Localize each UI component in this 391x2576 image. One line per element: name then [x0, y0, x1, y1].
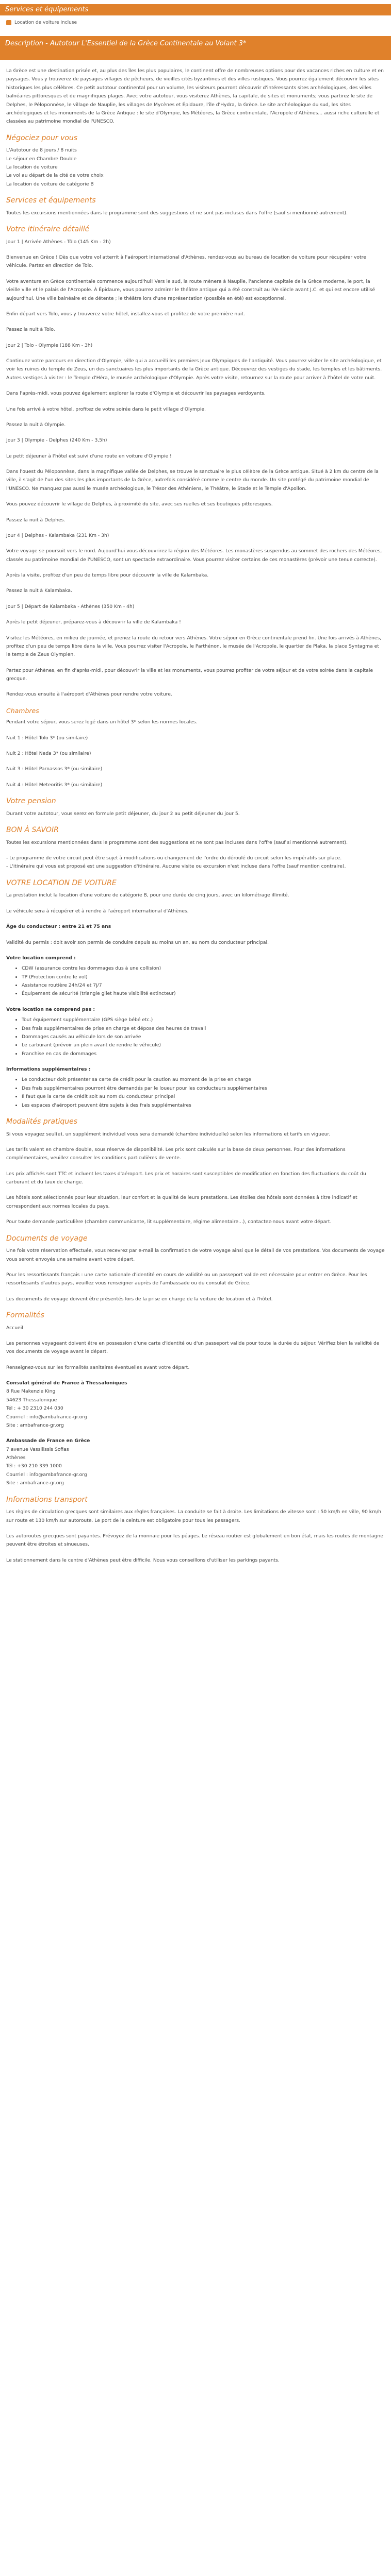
- car-text: La prestation inclut la location d'une voiture de catégorie B, pour une durée de cinq jours, avec un kilométrage illimité.: [6, 892, 289, 899]
- day-text: Visitez les Météores, en milieu de journée, et prenez la route du retour vers Athènes. Votre séjour en Grèce continentale prend fin. Une fois arrivés à Athènes, profitez d'un peu de temps libre dans la ville. Vous pourrez visiter l'Acropole, le Parthénon, le musée de l'Acropole, le quartier de Plaka, la place Syntagma et le temple de Zeus Olympien.: [6, 635, 382, 658]
- neg-line: La location de voiture de catégorie B: [6, 181, 94, 187]
- day-text: Vous pouvez découvrir le village de Delphes, à proximité du site, avec ses ruelles et ses boutiques pittoresques.: [6, 501, 273, 507]
- car-icon: [6, 20, 11, 25]
- forms-title: Formalités: [6, 1311, 44, 1319]
- info-text: Les autoroutes grecques sont payantes. Prévoyez de la monnaie pour les péages. Le réseau routier est globalement en bon état, mais les routes de montagne peuvent être étroites et sinueuses.: [6, 1533, 383, 1548]
- rooms-text: Pendant votre séjour, vous serez logé dans un hôtel 3* selon les normes locales.: [6, 719, 198, 725]
- car-title: VOTRE LOCATION DE VOITURE: [6, 878, 117, 887]
- bon-a-savoir-title: BON À SAVOIR: [6, 826, 59, 835]
- main-content: [0, 60, 391, 1565]
- day-stay: Passez la nuit à Delphes.: [6, 517, 66, 523]
- services-text: Toutes les excursions mentionnées dans le programme sont des suggestions et ne sont pas incluses dans l'offre (sauf si mentionné autrement).: [6, 210, 348, 216]
- ambassade-line: Site : ambafrance-gr.org: [6, 1480, 64, 1486]
- car-info-item: • Le conducteur doit présenter sa carte de crédit pour la caution au moment de la prise en charge: [22, 1076, 385, 1084]
- car-info-title: Informations supplémentaires :: [6, 1066, 91, 1073]
- forms-text: Les personnes voyageant doivent être en possession d'une carte d'identité ou d'un passeport valide pour toute la durée du séjour. Vérifiez bien la validité de vos documents de voyage avant le départ.: [6, 1340, 380, 1355]
- car-incl-item: • CDW (assurance contre les dommages dus à une collision): [22, 964, 385, 973]
- bon-list: [6, 854, 385, 871]
- formalities-text: Si vous voyagez seul(e), un supplément individuel vous sera demandé (chambre individuelle) selon les informations et tarifs en vigueur.: [6, 1131, 331, 1137]
- rooms-title: Chambres: [6, 706, 39, 715]
- docs-text: Une fois votre réservation effectuée, vous recevrez par e-mail la confirmation de votre voyage ainsi que le détail de vos prestations. Vos documents de voyage vous seront envoyés une semaine avant votre départ.: [6, 1248, 385, 1262]
- car-incl-item: • Équipement de sécurité (triangle gilet haute visibilité extincteur): [22, 990, 385, 998]
- day-text: Une fois arrivé à votre hôtel, profitez de votre soirée dans le petit village d'Olympie.: [6, 406, 206, 412]
- pension-text: Durant votre autotour, vous serez en formule petit déjeuner, du jour 2 au petit déjeuner du jour 5.: [6, 810, 240, 817]
- car-incl-item: • TP (Protection contre le vol): [22, 973, 385, 981]
- ambassade-line: Athènes: [6, 1455, 26, 1461]
- day-text: Votre aventure en Grèce continentale commence aujourd'hui! Vers le sud, la route mènera à Nauplie, l'ancienne capitale de la Grèce moderne, le port, la vieille ville et le palais de l'Acropole. À Épidaure, vous pourrez admirer le théâtre antique qui a été construit au IVe siècle avant J.C. et qui est encore utilisé aujourd'hui. Une ville balnéaire et de détente ; le théâtre lors d'une représentation (possible en été) est exceptionnel.: [6, 278, 376, 301]
- bon-line: Toutes les excursions mentionnées dans le programme sont des suggestions et ne sont pas incluses dans l'offre (sauf si mentionné autrement).: [6, 839, 348, 845]
- ambassade-block: [6, 1437, 385, 1487]
- bon-line: - Le programme de votre circuit peut être sujet à modifications ou changement de l'ordre du déroulé du circuit selon les impératifs sur place.: [6, 855, 342, 861]
- day-stay: Passez la nuit à Kalambaka.: [6, 588, 72, 594]
- day-heading: Jour 5 | Départ de Kalambaka - Athènes (350 Km - 4h): [6, 603, 135, 609]
- neg-line: Le vol au départ de la cité de votre choix: [6, 173, 104, 179]
- negociez-title: Négociez pour vous: [6, 133, 78, 142]
- day-heading: Jour 4 | Delphes - Kalambaka (231 Km - 3h): [6, 532, 109, 538]
- day-text: Continuez votre parcours en direction d'Olympie, ville qui a accueilli les premiers Jeux Olympiques de l'antiquité. Vous pourrez visiter le site archéologique, et voir les ruines du temple de Zeus, un des sanctuaires les plus importants de la Grèce antique. Découvrez des vestiges du stade, les temples et les bâtiments. Autres vestiges à visiter : le Temple d'Héra, le musée archéologique d'Olympie. Après votre visite, retournez sur la route pour arriver à l'hôtel de votre nuit.: [6, 358, 382, 381]
- ambassade-line: Courriel : info@ambafrance-gr.org: [6, 1471, 87, 1478]
- consulate-line: Site : ambafrance-gr.org: [6, 1422, 64, 1428]
- services-title: Services et équipements: [6, 196, 96, 205]
- bon-line: - L'itinéraire qui vous est proposé est une suggestion d'itinéraire. Aucune visite ou excursion n'est incluse dans l'offre (sauf mention contraire).: [6, 863, 346, 870]
- day-text: Après la visite, profitez d'un peu de temps libre pour découvrir la ville de Kalambaka.: [6, 572, 209, 579]
- day-text: Dans l'après-midi, vous pouvez également explorer la route d'Olympie et découvrir les paysages verdoyants.: [6, 391, 266, 397]
- room-line: Nuit 3 : Hôtel Parnassos 3* (ou similaire): [6, 766, 103, 772]
- car-excl-item: • Tout équipement supplémentaire (GPS siège bébé etc.): [22, 1016, 385, 1024]
- intro-paragraph: La Grèce est une destination prisée et, au plus des îles les plus populaires, le continent offre de nombreuses options pour des vacances riches en culture et en paysages. Vous y trouverez de paysages villages de pêcheurs, de vieilles cités byzantines et des villes rustiques. Vous pourrez également découvrir les sites historiques les plus célèbres. Ce petit autotour continental pour un volume, les visiteurs pourront découvrir d'intéressants sites archéologiques, des villes balnéaires pittoresques et de magnifiques plages. Avec votre autotour, vous visiterez Athènes, la capitale, de sites et monuments; vous partirez le site de Delphes, le Péloponnèse, le village de Nauplie, les villages de Mycènes et Épidaure, l'île d'Hydra, la Grèce. Le site archéologique du sud, les sites archéologiques et les monuments de la Grèce Antique : le site d'Olympie, les Météores, la Grèce continentale, l'Acropole d'Athènes... aussi riche culturelle et classées au patrimoine mondial de l'UNESCO.: [6, 68, 384, 125]
- car-excl-item: • Le carburant (prévoir un plein avant de rendre le véhicule): [22, 1041, 385, 1049]
- info-transport-title: Informations transport: [6, 1495, 88, 1504]
- neg-line: L'Autotour de 8 jours / 8 nuits: [6, 147, 77, 154]
- room-line: Nuit 1 : Hôtel Tolo 3* (ou similaire): [6, 735, 88, 741]
- pension-title: Votre pension: [6, 797, 56, 806]
- day-stay: Passez la nuit à Olympie.: [6, 421, 66, 428]
- car-age: Âge du conducteur : entre 21 et 75 ans: [6, 924, 111, 930]
- info-text: Le stationnement dans le centre d'Athènes peut être difficile. Nous vous conseillons d'utiliser les parkings payants.: [6, 1557, 280, 1563]
- day-text: Dans l'ouest du Péloponnèse, dans la magnifique vallée de Delphes, se trouve le sanctuaire le plus célèbre de la Grèce antique. Situé à 2 km du centre de la ville, il s'agit de l'un des sites les plus importants de la Grèce, autrefois considéré comme le centre du monde. Un site protégé du patrimoine mondial de l'UNESCO. Ne manquez pas aussi le musée archéologique, le Trésor des Athéniens, le Théâtre, le Stade et le Temple d'Apollon.: [6, 469, 379, 492]
- day-text: Partez pour Athènes, en fin d'après-midi, pour découvrir la ville et les monuments, vous pourrez profiter de votre séjour et de votre soirée dans la capitale grecque.: [6, 667, 373, 682]
- car-incl-list: [22, 964, 385, 998]
- neg-line: La location de voiture: [6, 164, 58, 170]
- car-excl-item: • Franchise en cas de dommages: [22, 1050, 385, 1058]
- consulate-line: 8 Rue Makenzie King: [6, 1388, 56, 1395]
- forms-text: Renseignez-vous sur les formalités sanitaires éventuelles avant votre départ.: [6, 1364, 190, 1370]
- day-text: Votre voyage se poursuit vers le nord. Aujourd'hui vous découvrirez la région des Météores. Les monastères suspendus au sommet des rochers des Météores, classés au patrimoine mondial de l'UNESCO, sont un spectacle extraordinaire. Vous pourrez visiter certains de ces monastères (prévoir une tenue correcte).: [6, 548, 382, 563]
- day-text: Après le petit déjeuner, préparez-vous à découvrir la ville de Kalambaka !: [6, 619, 181, 625]
- day-heading: Jour 1 | Arrivée Athènes - Tôlo (145 Km - 2h): [6, 239, 111, 245]
- services-banner: Services et équipements: [0, 4, 391, 15]
- description-banner: Description - Autotour L'Essentiel de la Grèce Continentale au Volant 3*: [0, 36, 391, 60]
- service-label: Location de voiture incluse: [14, 20, 77, 25]
- formalities-text: Les tarifs valent en chambre double, sous réserve de disponibilité. Les prix sont calculés sur la base de deux personnes. Pour des informations complémentaires, veuillez consulter les conditions particulières de vente.: [6, 1146, 346, 1161]
- consulate-line: Consulat général de France à Thessaloniques: [6, 1380, 127, 1386]
- formalities-title: Modalités pratiques: [6, 1117, 78, 1126]
- formalities-text: Les prix affichés sont TTC et incluent les taxes d'aéroport. Les prix et horaires sont susceptibles de modification en fonction des fluctuations du coût du carburant et du taux de change.: [6, 1171, 366, 1185]
- itinerary-title: Votre itinéraire détaillé: [6, 225, 90, 234]
- consulate-line: Tél : + 30 2310 244 030: [6, 1405, 63, 1412]
- car-info-item: • Les espaces d'aéroport peuvent être sujets à des frais supplémentaires: [22, 1101, 385, 1110]
- day-stay: Passez la nuit à Tolo.: [6, 327, 55, 333]
- car-excl-item: • Dommages causés au véhicule lors de son arrivée: [22, 1033, 385, 1041]
- car-info-item: • Il faut que la carte de crédit soit au nom du conducteur principal: [22, 1093, 385, 1101]
- ambassade-line: 7 avenue Vassilissis Sofias: [6, 1446, 69, 1452]
- car-excl-title: Votre location ne comprend pas :: [6, 1006, 95, 1012]
- car-info-item: • Des frais supplémentaires pourront être demandés par le loueur pour les conducteurs supplémentaires: [22, 1084, 385, 1093]
- car-info-list: [22, 1076, 385, 1110]
- car-excl-list: [22, 1016, 385, 1058]
- negociez-list: [6, 146, 385, 189]
- consulate-line: 54623 Thessalonique: [6, 1397, 57, 1403]
- page: [0, 4, 391, 1603]
- car-incl-item: • Assistance routière 24h/24 et 7j/7: [22, 981, 385, 990]
- docs-text: Pour les ressortissants français : une carte nationale d'identité en cours de validité ou un passeport valide est nécessaire pour entrer en Grèce. Pour les ressortissants d'autres pays, veuillez vous renseigner auprès de l'ambassade ou du consulat de Grèce.: [6, 1272, 367, 1286]
- car-incl-title: Votre location comprend :: [6, 955, 76, 961]
- ambassade-line: Tél : +30 210 339 1000: [6, 1463, 62, 1469]
- neg-line: Le séjour en Chambre Double: [6, 156, 77, 162]
- docs-text: Les documents de voyage doivent être présentés lors de la prise en charge de la voiture de location et à l'hôtel.: [6, 1296, 273, 1302]
- formalities-text: Les hôtels sont sélectionnés pour leur situation, leur confort et la qualité de leurs prestations. Les étoiles des hôtels sont données à titre indicatif et correspondent aux normes locales du pays.: [6, 1195, 357, 1209]
- info-text: Les règles de circulation grecques sont similaires aux règles françaises. La conduite se fait à droite. Les limitations de vitesse sont : 50 km/h en ville, 90 km/h sur route et 130 km/h sur autoroute. Le port de la ceinture est obligatoire pour tous les passagers.: [6, 1509, 381, 1523]
- docs-title: Documents de voyage: [6, 1234, 88, 1243]
- day-heading: Jour 3 | Olympie - Delphes (240 Km - 3,5h): [6, 437, 107, 444]
- room-line: Nuit 2 : Hôtel Neda 3* (ou similaire): [6, 751, 91, 757]
- consulate-block: [6, 1379, 385, 1430]
- consulate-line: Courriel : info@ambafrance-gr.org: [6, 1414, 87, 1420]
- ambassade-line: Ambassade de France en Grèce: [6, 1438, 90, 1444]
- day-text: Bienvenue en Grèce ! Dès que votre vol atterrit à l'aéroport international d'Athènes, rendez-vous au bureau de location de voiture pour récupérer votre véhicule. Partez en direction de Tolo.: [6, 255, 366, 269]
- forms-sub: Accueil: [6, 1325, 23, 1331]
- day-text: Le petit déjeuner à l'hôtel est suivi d'une route en voiture d'Olympie !: [6, 453, 172, 459]
- car-license: Validité du permis : doit avoir son permis de conduire depuis au moins un an, au nom du conducteur principal.: [6, 939, 269, 945]
- car-excl-item: • Des frais supplémentaires de prise en charge et dépose des heures de travail: [22, 1025, 385, 1033]
- service-row: [0, 15, 391, 27]
- day-stay: Rendez-vous ensuite à l'aéroport d'Athènes pour rendre votre voiture.: [6, 691, 172, 698]
- day-heading: Jour 2 | Tolo - Olympie (188 Km - 3h): [6, 342, 93, 348]
- day-text: Enfin départ vers Tolo, vous y trouverez votre hôtel, installez-vous et profitez de votre première nuit.: [6, 311, 246, 317]
- formalities-text: Pour toute demande particulière (chambre communicante, lit supplémentaire, régime alimentaire...), contactez-nous avant votre départ.: [6, 1219, 332, 1225]
- room-line: Nuit 4 : Hôtel Meteoritis 3* (ou similaire): [6, 782, 103, 788]
- car-text: Le véhicule sera à récupérer et à rendre à l'aéroport international d'Athènes.: [6, 908, 189, 914]
